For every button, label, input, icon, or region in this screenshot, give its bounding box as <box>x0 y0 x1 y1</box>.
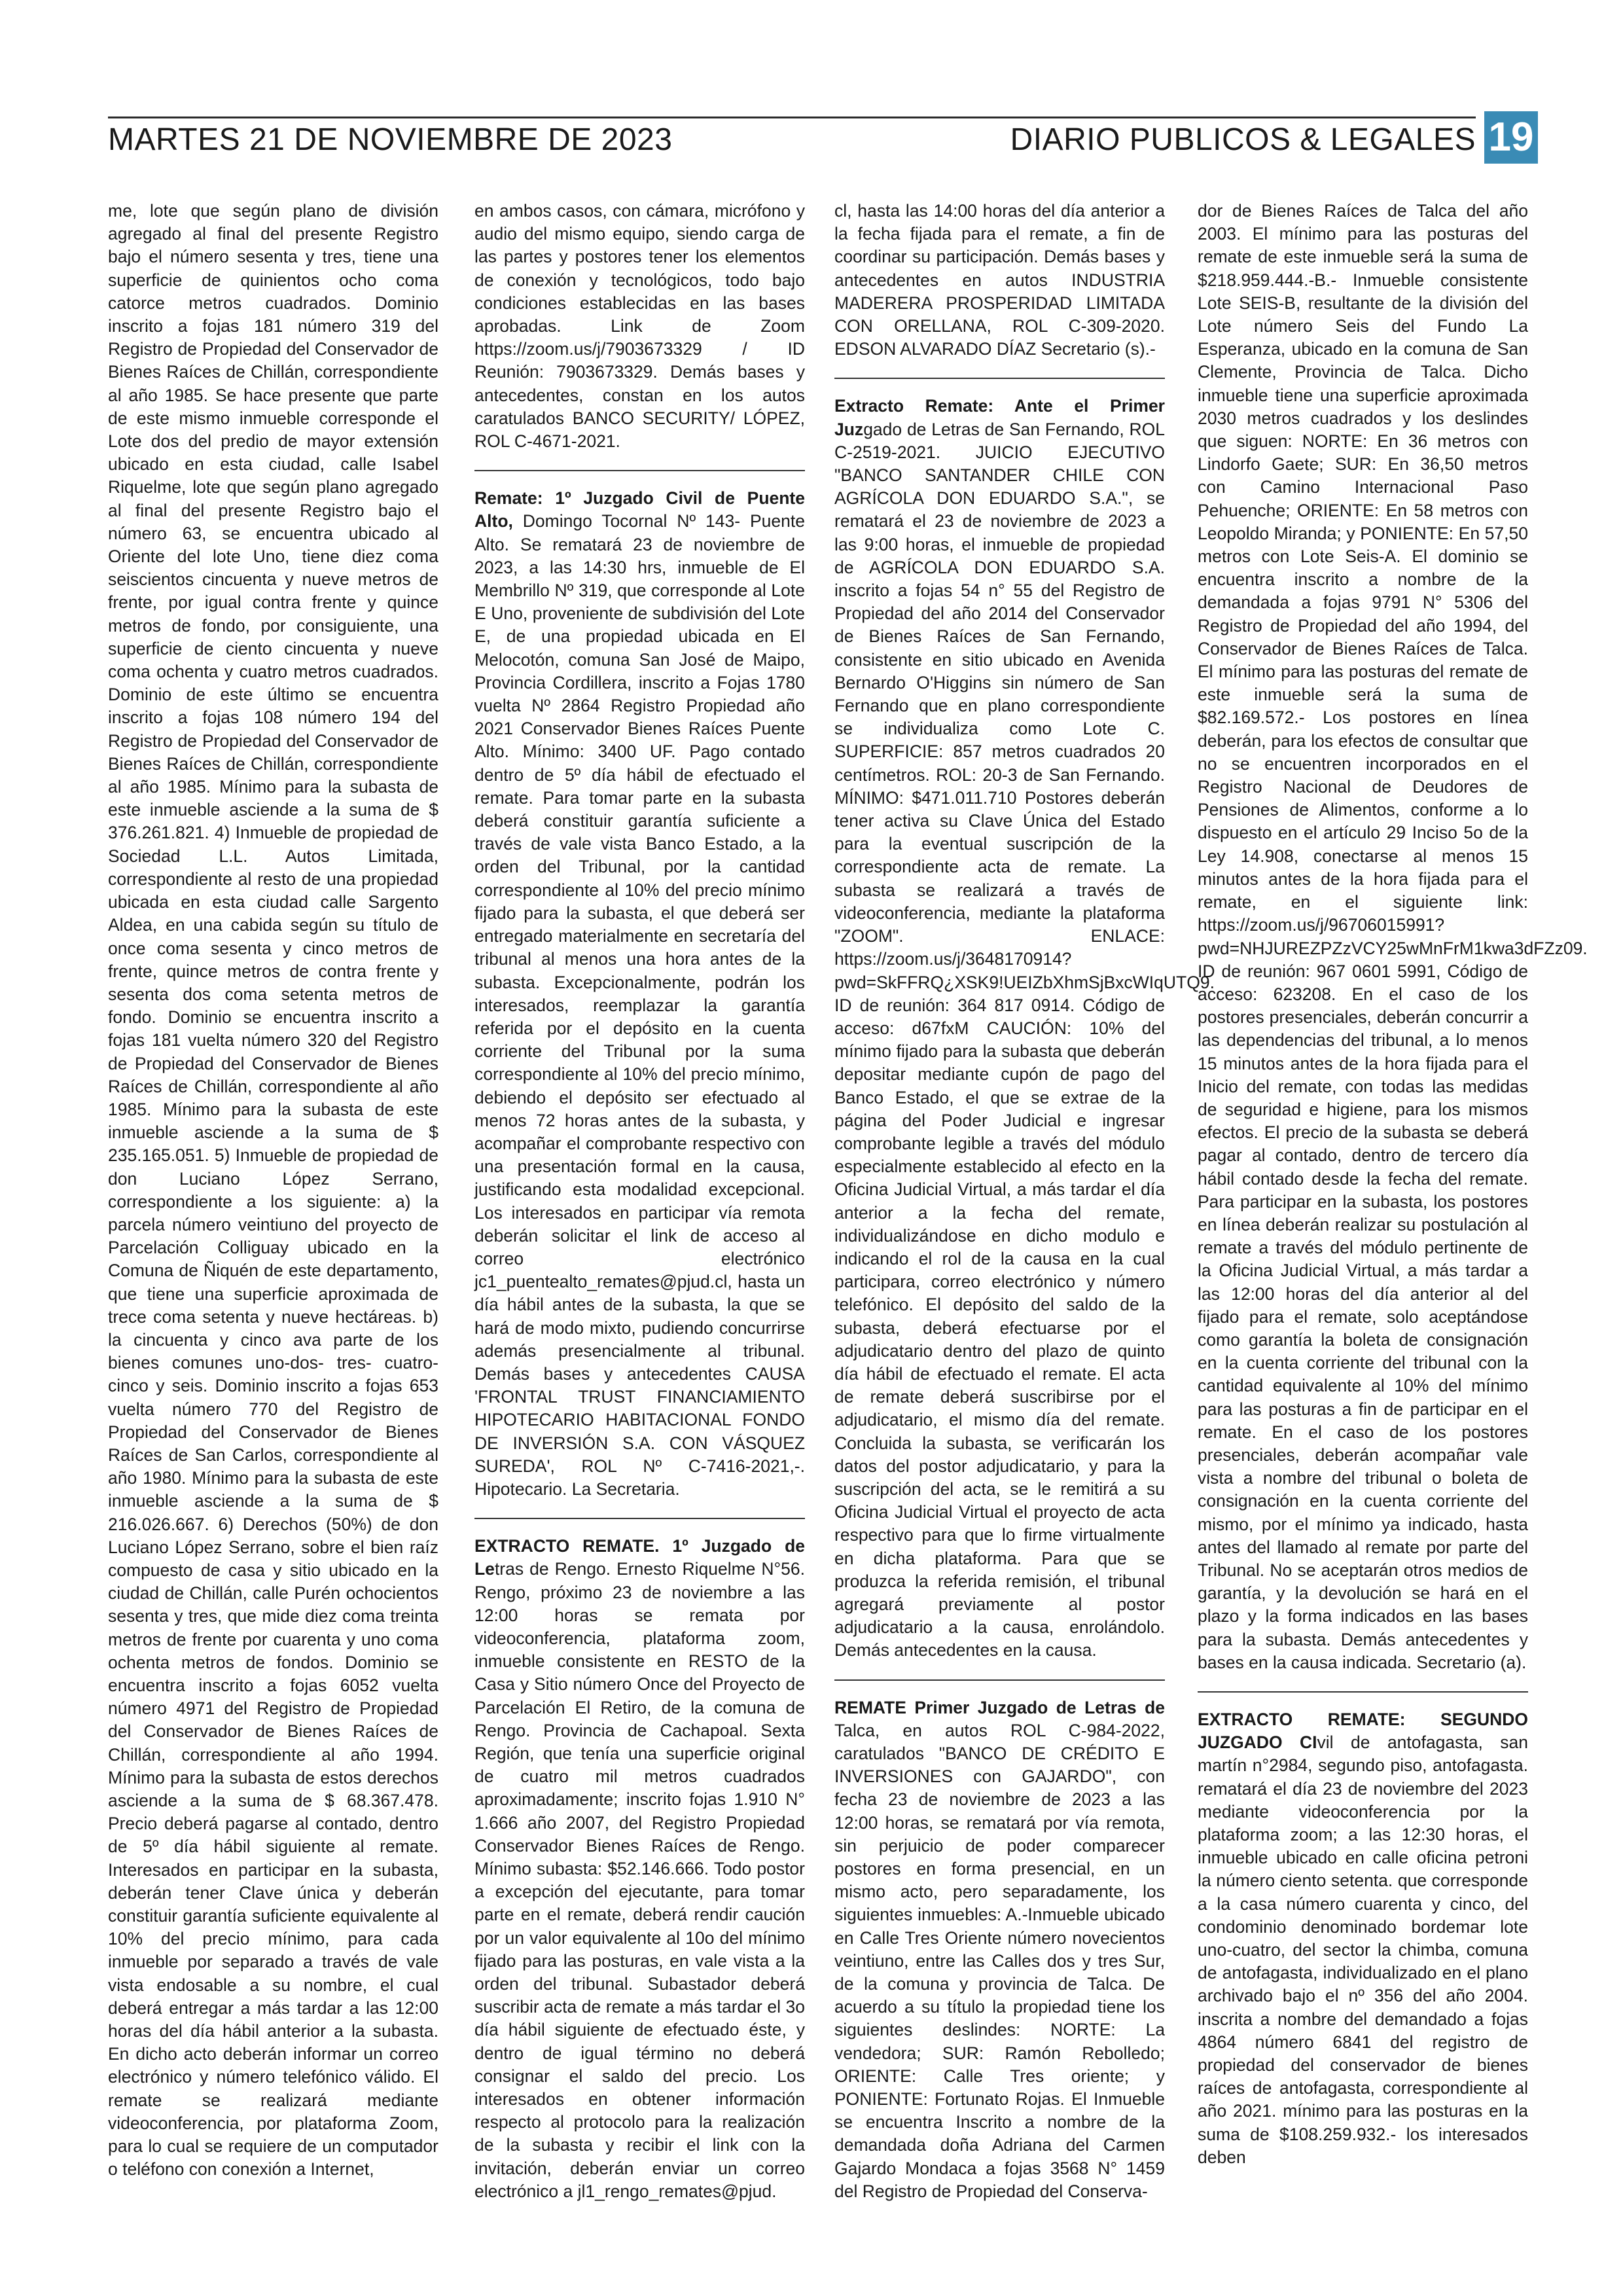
notice-continued-text: me, lote que según plano de división agregado al final del presente Registro bajo el número sesenta y tres, tiene una superficie de quinientos ocho coma catorce metros cuadrados. Dominio inscrito a fojas 181 número 319 del Registro de Propiedad del Conservador de Bienes Raíces de Chillán, correspondiente al año 1985. Se hace presente que parte de este mismo inmueble corresponde el Lote dos del predio de mayor extensión ubicado en esta ciudad, calle Isabel Riquelme, lote que según plano agregado al final del presente Registro bajo el número 63, se encuentra ubicado al Oriente del lote Uno, tiene diez coma seiscientos cincuenta y nueve metros de frente, por igual contra frente y quince metros de fondo, por consiguiente, una superficie de ciento cincuenta y nueve coma ochenta y cuatro metros cuadrados. Dominio de este último se encuentra inscrito a fojas 108 número 194 del Registro de Propiedad del Conservador de Bienes Raíces de Chillán, correspondiente al año 1985. Mínimo para la subasta de este inmueble asciende a la suma de $ 376.261.821. 4) Inmueble de propiedad de Sociedad L.L. Autos Limitada, correspondiente al resto de una propiedad ubicada en esta ciudad calle Sargento Aldea, en una cabida según su título de once coma sesenta y cinco metros de frente, quince metros de contra frente y sesenta dos coma setenta metros de fondo. Dominio se encuentra inscrito a fojas 181 vuelta número 320 del Registro de Propiedad del Conservador de Bienes Raíces de Chillán, correspondiente al año 1985. Mínimo para la subasta de este inmueble asciende a la suma de $ 235.165.051. 5) Inmueble de propiedad de don Luciano López Serrano, correspondiente a los siguiente: a) la parcela número veintiuno del proyecto de Parcelación Colliguay ubicado en la Comuna de Ñiquén de este departamento, que tiene una superficie aproximada de trece coma setenta y nueve hectáreas. b) la cincuenta y cinco ava parte de los bienes comunes uno-dos- tres- cuatro- cinco y seis. Dominio inscrito a fojas 653 vuelta número 770 del Registro de Propiedad del Conservador de Bienes Raíces de San Carlos, correspondiente al año 1980. Mínimo para la subasta de este inmueble asciende a la suma de $ 216.026.667. 6) Derechos (50%) de don Luciano López Serrano, sobre el bien raíz compuesto de casa y sitio ubicado en la ciudad de Chillán, calle Purén ochocientos sesenta y tres, que mide diez coma treinta metros de frente por cuarenta y uno coma ochenta metros de fondos. Dominio se encuentra inscrito a fojas 6052 vuelta número 4971 del Registro de Propiedad del Conservador de Bienes Raíces de Chillán, correspondiente al año 1994. Mínimo para la subasta de estos derechos asciende a la suma de $ 68.367.478. Precio deberá pagarse al contado, dentro de 5º día hábil siguiente al remate. Interesados en participar en la subasta, deberán tener Clave única y deberán constituir garantía suficiente equivalente al 10% del precio mínimo, para cada inmueble por separado a través de vale vista endosable a su nombre, el cual deberá entregar a más tardar a las 12:00 horas del día hábil anterior a la subasta. En dicho acto deberán informar un correo electrónico y número telefónico válido. El remate se realizará mediante videoconferencia, por plataforma Zoom, para lo cual se requiere de un computador o teléfono con conexión a Internet, <box>108 201 438 2179</box>
notice-body: Talca, en autos ROL C-984-2022, caratulados "BANCO DE CRÉDITO E INVERSIONES con GAJARDO", con fecha 23 de noviembre de 2023 a las 12:00 horas, se rematará por vía remota, sin perjuicio de poder comparecer postores en forma presencial, en un mismo acto, pero separadamente, los siguientes inmuebles: A.-Inmueble ubicado en Calle Tres Oriente número novecientos veintiuno, entre las Calles dos y tres Sur, de la comuna y provincia de Talca. De acuerdo a su título la propiedad tiene los siguientes deslindes: NORTE: La vendedora; SUR: Ramón Rebolledo; ORIENTE: Calle Tres oriente; y PONIENTE: Fortunato Rojas. El Inmueble se encuentra Inscrito a nombre de la demandada doña Adriana del Carmen Gajardo Mondaca a fojas 3568 N° 1459 del Registro de Propiedad del Conserva- <box>834 1720 1165 2201</box>
notice-heading: Remate: 1º Juzgado Civil de Puente Alto, <box>474 488 805 531</box>
column-3 <box>834 200 1215 2242</box>
notice-continued-text: dor de Bienes Raíces de Talca del año 2003. El mínimo para las posturas del remate de este inmueble será la suma de $218.959.444.-B.- Inmueble consistente Lote SEIS-B, resultante de la división del Lote número Seis del Fundo La Esperanza, ubicado en la comuna de San Clemente, Provincia de Talca. Dicho inmueble tiene una superficie aproximada 2030 metros cuadrados y los deslindes que siguen: NORTE: En 36 metros con Lindorfo Gaete; SUR: En 36,50 metros con Camino Internacional Paso Pehuenche; ORIENTE: En 58 metros con Leopoldo Miranda; y PONIENTE: En 57,50 metros con Lote Seis-A. El dominio se encuentra inscrito a nombre de la demandada a fojas 9791 N° 5306 del Registro de Propiedad del año 1994, del Conservador de Bienes Raíces de Talca. El mínimo para las posturas del remate de este inmueble será la suma de $82.169.572.- Los postores en línea deberán, para los efectos de consultar que no se encuentren incorporados en el Registro Nacional de Deudores de Pensiones de Alimentos, conforme a lo dispuesto en el artículo 29 Inciso 5o de la Ley 14.908, conectarse al menos 15 minutos antes de la hora fijada para el remate, en el siguiente link: https://zoom.us/j/96706015991?pwd=NHJUREZPZzVCY25wMnFrM1kwa3dFZz09. ID de reunión: 967 0601 5991, Código de acceso: 623208. En el caso de los postores presenciales, deberán concurrir a las dependencias del tribunal, a lo menos 15 minutos antes de la hora fijada para el Inicio del remate, con todas las medidas de seguridad e higiene, para los mismos efectos. El precio de la subasta se deberá pagar al contado, dentro de tercero día hábil contado desde la fecha del remate. Para participar en la subasta, los postores en línea deberán realizar su postulación al remate a través del módulo pertinente de la Oficina Judicial Virtual, a más tardar a las 12:00 horas del día anterior al del fijado para el remate, solo aceptándose como garantía la boleta de consignación en la cuenta corriente del tribunal con la cantidad equivalente al 10% del mínimo para las posturas a fin de participar en el remate. En el caso de los postores presenciales, deberán acompañar vale vista a nombre del tribunal o boleta de consignación en la cuenta corriente del mismo, por el mínimo ya indicado, hasta antes del llamado al remate por parte del Tribunal. No se aceptarán otros medios de garantía, y la devolución se hará en el plazo y la forma indicados en las bases para la subasta. Demás antecedentes y bases en la causa indicada. Secretario (a). <box>1198 201 1588 1672</box>
notice-body: Domingo Tocornal Nº 143- Puente Alto. Se rematará 23 de noviembre de 2023, a las 14:30 hrs, inmueble de El Membrillo Nº 319, que corresponde al Lote E Uno, proveniente de subdivisión del Lote E, de una propiedad ubicada en El Melocotón, comuna San José de Maipo, Provincia Cordillera, inscrito a Fojas 1780 vuelta Nº 2864 Registro Propiedad año 2021 Conservador Bienes Raíces Puente Alto. Mínimo: 3400 UF. Pago contado dentro de 5º día hábil de efectuado el remate. Para tomar parte en la subasta deberá constituir garantía suficiente a través de vale vista Banco Estado, a la orden del Tribunal, por la cantidad correspondiente al 10% del precio mínimo fijado para la subasta, el que deberá ser entregado materialmente en secretaría del tribunal al menos una hora antes de la subasta. Excepcionalmente, podrán los interesados, reemplazar la garantía referida por el depósito en la cuenta corriente del Tribunal por la suma correspondiente al 10% del precio mínimo, debiendo el depósito ser efectuado al menos 72 horas antes de la subasta, y acompañar el comprobante respectivo con una presentación formal en la causa, justificando esta modalidad excepcional. Los interesados en participar vía remota deberán solicitar el link de acceso al correo electrónico jc1_puentealto_remates@pjud.cl, hasta un día hábil antes de la subasta, la que se hará de modo mixto, pudiendo concurrirse además presencialmente al tribunal. Demás bases y antecedentes CAUSA 'FRONTAL TRUST FINANCIAMIENTO HIPOTECARIO HABITACIONAL FONDO DE INVERSIÓN S.A. CON VÁSQUEZ SUREDA', ROL Nº C-7416-2021,-. Hipotecario. La Secretaria. <box>474 511 805 1499</box>
notices-columns <box>108 200 1588 2242</box>
notice-remate-talca <box>834 1696 1165 2203</box>
publication-name: DIARIO PUBLICOS & LEGALES <box>1010 122 1476 157</box>
notice-remate-antofagasta <box>1198 1708 1528 2169</box>
page-header <box>108 98 1538 167</box>
notice-remate-rengo <box>474 1535 805 2203</box>
notice-body: tras de Rengo. Ernesto Riquelme N°56. Rengo, próximo 23 de noviembre a las 12:00 horas se remata por videoconferencia, plataforma zoom, inmueble consistente en RESTO de la Casa y Sitio número Once del Proyecto de Parcelación El Retiro, de la comuna de Rengo. Provincia de Cachapoal. Sexta Región, que tenía una superficie original de cuatro mil metros cuadrados aproximadamente; inscrito fojas 1.910 N° 1.666 año 2007, del Registro Propiedad Conservador Bienes Raíces de Rengo. Mínimo subasta: $52.146.666. Todo postor a excepción del ejecutante, para tomar parte en el remate, deberá rendir caución por un valor equivalente al 10o del mínimo fijado para las posturas, en vale vista a la orden del tribunal. Subastador deberá suscribir acta de remate a más tardar el 3o día hábil siguiente de efectuado éste, y dentro de igual término no deberá consignar el saldo del precio. Los interesados en obtener información respecto al protocolo para la realización de la subasta y recibir el link con la invitación, deberán enviar un correo electrónico a jl1_rengo_remates@pjud. <box>474 1559 805 2201</box>
notice-divider <box>834 1679 1165 1681</box>
notice-continued-text: en ambos casos, con cámara, micrófono y audio del mismo equipo, siendo carga de las partes y postores tener los elementos de conexión y tecnológicos, todo bajo condiciones establecidas en las bases aprobadas. Link de Zoom https://zoom.us/j/7903673329 / ID Reunión: 7903673329. Demás bases y antecedentes, constan en los autos caratulados BANCO SECURITY/ LÓPEZ, ROL C-4671-2021. <box>474 201 805 452</box>
column-2 <box>474 200 805 2242</box>
column-4 <box>1198 200 1588 2242</box>
notice-remate-san-fernando <box>834 395 1215 1662</box>
notice-continued-text: cl, hasta las 14:00 horas del día anterior a la fecha fijada para el remate, a fin de coordinar su participación. Demás bases y antecedentes en autos INDUSTRIA MADERERA PROSPERIDAD LIMITADA CON ORELLANA, ROL C-309-2020. EDSON ALVARADO DÍAZ Secretario (s).- <box>834 201 1165 359</box>
notice-body: gado de Letras de San Fernando, ROL C-2519-2021. JUICIO EJECUTIVO "BANCO SANTANDER CHILE CON AGRÍCOLA DON EDUARDO S.A.", se rematará el 23 de noviembre de 2023 a las 9:00 horas, el inmueble de propiedad de AGRÍCOLA DON EDUARDO S.A. inscrito a fojas 54 n° 55 del Registro de Propiedad del año 2014 del Conservador de Bienes Raíces de San Fernando, consistente en sitio ubicado en Avenida Bernardo O'Higgins sin número de San Fernando que en plano correspondiente se individualiza como Lote C. SUPERFICIE: 857 metros cuadrados 20 centímetros. ROL: 20-3 de San Fernando. MÍNIMO: $471.011.710 Postores deberán tener activa su Clave Única del Estado para la eventual suscripción de la correspondiente acta de remate. La subasta se realizará a través de videoconferencia, mediante la plataforma "ZOOM". ENLACE: https://zoom.us/j/3648170914?pwd=SkFFRQ¿XSK9!UEIZbXhmSjBxcWIqUTQ9. ID de reunión: 364 817 0914. Código de acceso: d67fxM CAUCIÓN: 10% del mínimo fijado para la subasta que deberán depositar mediante cupón de pago del Banco Estado, el que se extrae de la página del Poder Judicial e ingresar comprobante legible a través del módulo especialmente establecido al efecto en la Oficina Judicial Virtual, a más tardar el día anterior a la fecha del remate, individualizándose en dicho modulo e indicando el rol de la causa en la cual participara, correo electrónico y número telefónico. El depósito del saldo de la subasta, deberá efectuarse por el adjudicatario dentro del plazo de quinto día hábil de efectuado el remate. El acta de remate deberá suscribirse por el adjudicatario, el mismo día del remate. Concluida la subasta, se verificarán los datos del postor adjudicatario, y para la suscripción del acta, se le remitirá a su Oficina Judicial Virtual el proyecto de acta respectivo para que lo firme virtualmente en dicha plataforma. Para que se produzca la referida remisión, el tribunal agregará previamente al postor adjudicatario a la causa, enrolándolo. Demás antecedentes en la causa. <box>834 419 1215 1660</box>
column-1 <box>108 200 438 2242</box>
notice-remate-puente-alto <box>474 487 805 1501</box>
notice-divider <box>1198 1691 1528 1693</box>
notice-divider <box>834 378 1165 379</box>
header-rule <box>108 117 1476 118</box>
notice-divider <box>474 470 805 471</box>
notice-heading: Extracto Remate: Ante el Primer Juz <box>834 396 1165 439</box>
notice-heading: REMATE Primer Juzgado de Letras de <box>834 1697 1165 1717</box>
notice-body: vil de antofagasta, san martín n°2984, segundo piso, antofagasta. rematará el día 23 de noviembre del 2023 mediante videoconferencia por la plataforma zoom; a las 12:30 horas, el inmueble ubicado en calle oficina petroni la número ciento setenta. que corresponde a la casa número cuarenta y cinco, del condominio denominado bordemar lote uno-cuatro, del sector la chimba, comuna de antofagasta, individualizado en el plano archivado bajo el nº 356 del año 2004. inscrita a nombre del demandado a fojas 4864 número 6841 del registro de propiedad del conservador de bienes raíces de antofagasta, correspondiente al año 2021. mínimo para las posturas en la suma de $108.259.932.- los interesados deben <box>1198 1732 1528 2167</box>
notice-heading: EXTRACTO REMATE: SEGUNDO JUZGADO CI <box>1198 1710 1528 1753</box>
notice-heading: EXTRACTO REMATE. 1º Juzgado de Le <box>474 1536 805 1579</box>
notice-divider <box>474 1518 805 1519</box>
issue-date: MARTES 21 DE NOVIEMBRE DE 2023 <box>108 122 673 157</box>
page-number-badge: 19 <box>1484 111 1538 164</box>
